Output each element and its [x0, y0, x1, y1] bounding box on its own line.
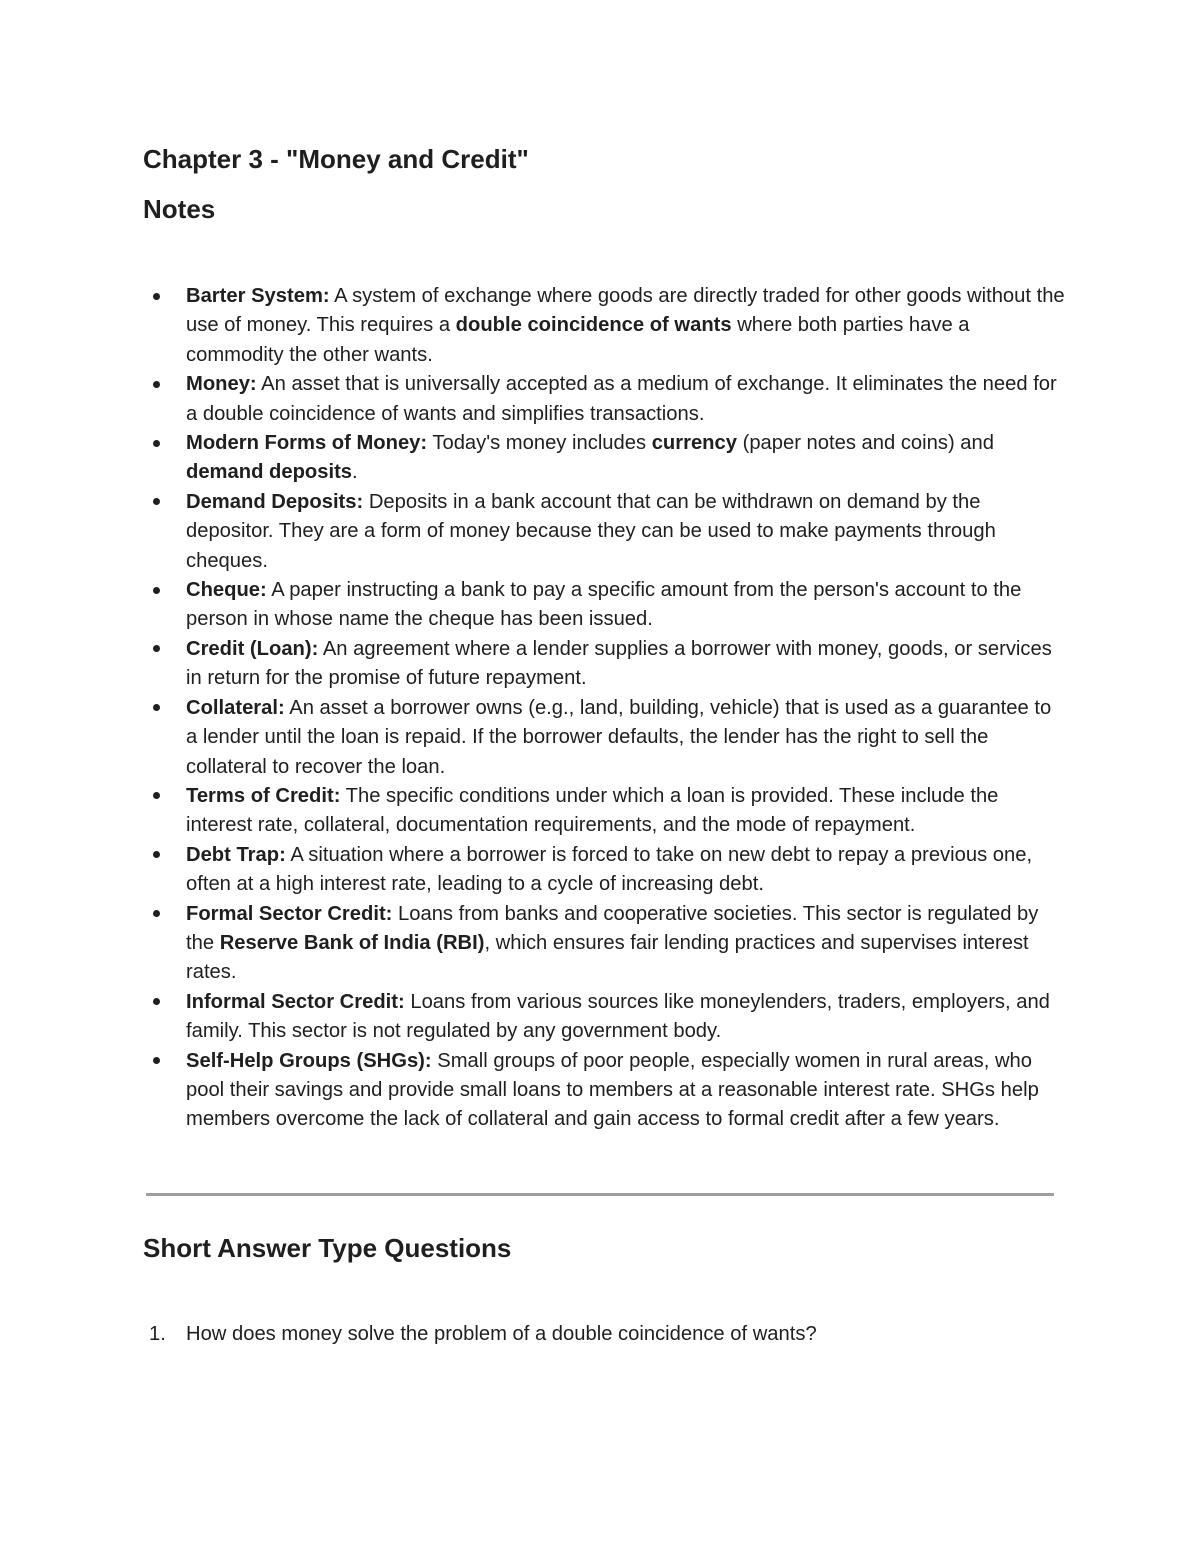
note-term: Demand Deposits:: [186, 490, 364, 513]
note-item: [186, 635, 1066, 694]
note-emphasis: Reserve Bank of India (RBI): [219, 931, 485, 954]
note-text: Today's money includes: [427, 432, 652, 455]
note-item: [186, 1047, 1066, 1135]
bullet-icon: [153, 440, 160, 447]
question-text: How does money solve the problem of a double coincidence of wants?: [186, 1323, 817, 1345]
bullet-icon: [153, 704, 160, 711]
note-text: Deposits in a bank account that can be withdrawn on demand by the depositor. They are a form of money because they can be used to make payments through cheques.: [186, 490, 996, 572]
note-item: [186, 488, 1066, 576]
question-list: [149, 1320, 1066, 1349]
bullet-icon: [153, 381, 160, 388]
note-item: [186, 782, 1066, 841]
chapter-title: Chapter 3 - "Money and Credit": [143, 144, 529, 174]
note-item: [186, 841, 1066, 900]
bullet-icon: [153, 645, 160, 652]
note-text: , which ensures fair lending practices and supervises interest rates.: [186, 931, 1029, 984]
bullet-icon: [153, 910, 160, 917]
note-text: A situation where a borrower is forced to take on new debt to repay a previous one, often at a high interest rate, leading to a cycle of increasing debt.: [186, 843, 1033, 896]
note-term: Cheque:: [186, 579, 267, 602]
note-term: Informal Sector Credit:: [186, 990, 405, 1013]
note-item: [186, 900, 1066, 988]
note-text: An asset a borrower owns (e.g., land, building, vehicle) that is used as a guarantee to a lender until the loan is repaid. If the borrower defaults, the lender has the right to sell the collateral to recover the loan.: [186, 696, 1052, 778]
short-answer-heading: Short Answer Type Questions: [143, 1233, 512, 1263]
notes-list: [186, 282, 1066, 1135]
note-text: Loans from various sources like moneylenders, traders, employers, and family. This sector is not regulated by any government body.: [186, 990, 1050, 1043]
note-text: The specific conditions under which a loan is provided. These include the interest rate, collateral, documentation requirements, and the mode of repayment.: [186, 784, 999, 837]
bullet-icon: [153, 792, 160, 799]
section-divider: [146, 1193, 1054, 1196]
note-item: [186, 694, 1066, 782]
bullet-icon: [153, 498, 160, 505]
note-term: Terms of Credit:: [186, 784, 341, 807]
bullet-icon: [153, 998, 160, 1005]
note-text: Loans from banks and cooperative societies. This sector is regulated by the: [186, 902, 1039, 954]
note-term: Collateral:: [186, 696, 285, 719]
note-item: [186, 370, 1066, 429]
note-term: Modern Forms of Money:: [186, 432, 428, 455]
bullet-icon: [153, 587, 160, 594]
question-item: [149, 1320, 1066, 1349]
bullet-icon: [153, 1057, 160, 1064]
note-text: A system of exchange where goods are directly traded for other goods without the use of money. This requires a: [186, 285, 1065, 337]
note-item: [186, 988, 1066, 1047]
note-item: [186, 576, 1066, 635]
note-term: Self-Help Groups (SHGs):: [186, 1049, 432, 1072]
note-text: Small groups of poor people, especially women in rural areas, who pool their savings and provide small loans to members at a reasonable interest rate. SHGs help members overcome the lack of collateral and gain access to formal credit after a few years.: [186, 1049, 1039, 1131]
note-term: Debt Trap:: [186, 843, 286, 866]
question-number: 1.: [149, 1323, 166, 1345]
bullet-icon: [153, 293, 160, 300]
notes-heading: Notes: [143, 194, 216, 224]
note-term: Money:: [186, 373, 257, 396]
bullet-icon: [153, 851, 160, 858]
note-emphasis: double coincidence of wants: [455, 314, 732, 337]
note-text: A paper instructing a bank to pay a specific amount from the person's account to the person in whose name the cheque has been issued.: [186, 579, 1022, 631]
note-text: An asset that is universally accepted as a medium of exchange. It eliminates the need for a double coincidence of wants and simplifies transactions.: [186, 373, 1057, 425]
note-text: An agreement where a lender supplies a borrower with money, goods, or services in return for the promise of future repayment.: [186, 637, 1052, 690]
note-term: Barter System:: [186, 285, 330, 307]
note-text: where both parties have a commodity the other wants.: [186, 314, 970, 366]
note-item: [186, 282, 1066, 370]
note-text: (paper notes and coins) and: [736, 432, 994, 455]
note-text: .: [352, 461, 358, 484]
note-emphasis: currency: [651, 432, 737, 455]
note-term: Formal Sector Credit:: [186, 902, 393, 925]
note-emphasis: demand deposits: [186, 461, 353, 484]
note-item: [186, 429, 1066, 488]
note-term: Credit (Loan):: [186, 637, 319, 660]
